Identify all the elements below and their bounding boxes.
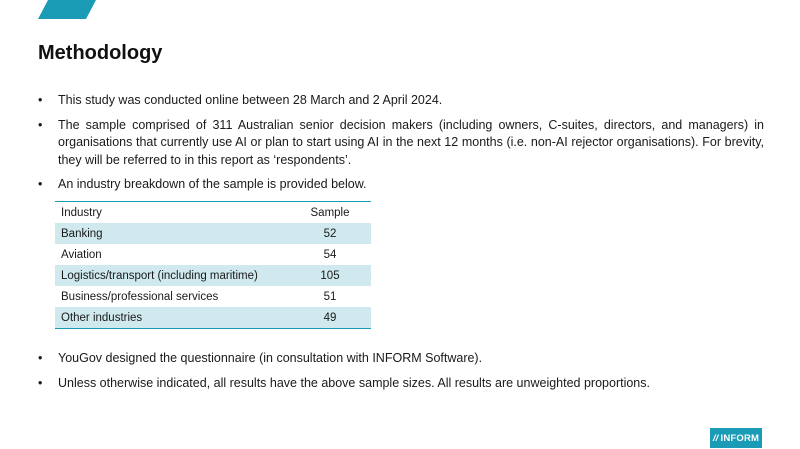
- accent-bar: [38, 0, 96, 19]
- inform-logo: [710, 428, 762, 448]
- industry-cell: Logistics/transport (including maritime): [55, 265, 289, 286]
- table-row: [55, 244, 371, 265]
- industry-cell: Other industries: [55, 307, 289, 329]
- bullet-list-top: [38, 92, 764, 194]
- page-title: Methodology: [38, 42, 163, 64]
- bullet-item: • An industry breakdown of the sample is provided below.: [38, 176, 764, 194]
- sample-cell: 49: [289, 307, 371, 329]
- table-row: [55, 286, 371, 307]
- bullet-item: • This study was conducted online between 28 March and 2 April 2024.: [38, 92, 764, 110]
- bullet-item: • The sample comprised of 311 Australian senior decision makers (including owners, C-suites, directors, and managers) in organisations that currently use AI or plan to start using AI in the next 12 months (i.e. non-AI rejector organisations). For brevity, they will be referred to in this report as ‘respondents’.: [38, 117, 764, 170]
- sample-cell: 54: [323, 248, 337, 261]
- bullet-item: • YouGov designed the questionnaire (in consultation with INFORM Software).: [38, 350, 764, 368]
- industry-cell: Banking: [55, 223, 289, 244]
- table-row: [55, 223, 371, 244]
- table-row: [55, 307, 371, 329]
- industry-cell: Business/professional services: [61, 290, 219, 303]
- industry-table: [55, 201, 371, 329]
- column-header-sample: Sample: [310, 206, 350, 219]
- industry-cell: Aviation: [61, 248, 102, 261]
- logo-text: INFORM: [720, 432, 760, 444]
- sample-cell: 51: [323, 290, 337, 303]
- table-header-row: [55, 202, 371, 224]
- table-row: [55, 265, 371, 286]
- sample-cell: 52: [289, 223, 371, 244]
- column-header-industry: Industry: [61, 206, 102, 219]
- bullet-list-bottom: [38, 350, 764, 399]
- logo-mark-icon: //: [712, 432, 719, 444]
- sample-cell: 105: [289, 265, 371, 286]
- bullet-item: • Unless otherwise indicated, all results have the above sample sizes. All results are unweighted proportions.: [38, 375, 764, 393]
